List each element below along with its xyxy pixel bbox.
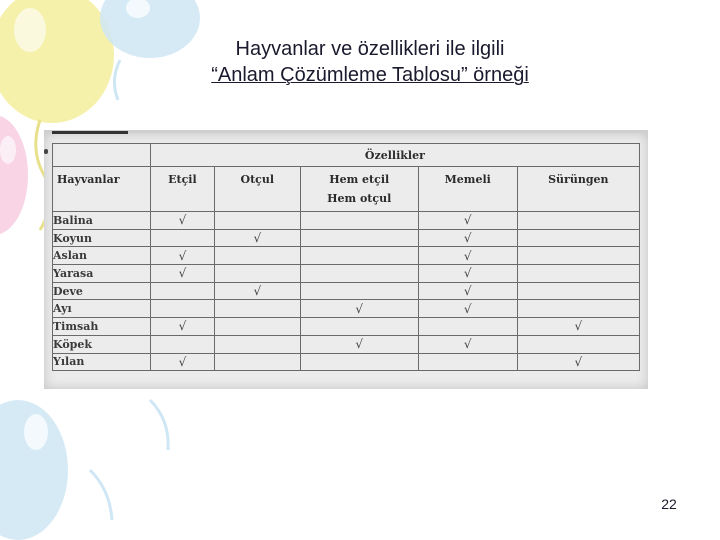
check-cell: √ <box>150 265 214 283</box>
check-cell <box>517 335 639 353</box>
animal-name: Aslan <box>53 247 151 265</box>
check-cell: √ <box>300 300 418 318</box>
check-cell: √ <box>418 247 517 265</box>
table-column-header-row <box>53 167 640 212</box>
check-cell: √ <box>150 247 214 265</box>
animal-name: Yılan <box>53 353 151 371</box>
column-header-otcul: Otçul <box>215 167 301 212</box>
check-cell <box>215 300 301 318</box>
check-cell: √ <box>215 282 301 300</box>
check-cell <box>517 212 639 230</box>
table-row <box>53 282 640 300</box>
title-line-1: Hayvanlar ve özellikleri ile ilgili <box>235 38 505 60</box>
animal-name: Koyun <box>53 229 151 247</box>
check-cell <box>517 282 639 300</box>
pink-balloon-icon <box>0 115 28 235</box>
check-cell: √ <box>418 335 517 353</box>
check-cell: √ <box>150 318 214 336</box>
check-cell: √ <box>418 282 517 300</box>
check-cell: √ <box>418 265 517 283</box>
check-cell <box>300 282 418 300</box>
column-header-surungen: Sürüngen <box>517 167 639 212</box>
column-header-animals: Hayvanlar <box>53 167 151 212</box>
table-corner-cell <box>53 144 151 167</box>
table-row <box>53 247 640 265</box>
table-row <box>53 212 640 230</box>
check-cell <box>418 318 517 336</box>
animal-name: Deve <box>53 282 151 300</box>
column-header-hem <box>300 167 418 212</box>
check-cell: √ <box>215 229 301 247</box>
scanned-table-image <box>44 130 648 389</box>
check-cell <box>418 353 517 371</box>
features-header: Özellikler <box>150 144 639 167</box>
check-cell: √ <box>418 300 517 318</box>
check-cell <box>215 247 301 265</box>
title-line-2: “Anlam Çözümleme Tablosu” örneği <box>211 64 529 86</box>
table-row <box>53 318 640 336</box>
check-cell <box>300 212 418 230</box>
check-cell: √ <box>300 335 418 353</box>
table-row <box>53 229 640 247</box>
check-cell <box>517 300 639 318</box>
check-cell <box>517 229 639 247</box>
check-cell <box>300 247 418 265</box>
blue-balloon-bottom-icon <box>0 400 168 540</box>
column-header-hem-line2: Hem otçul <box>327 192 392 205</box>
check-cell <box>150 300 214 318</box>
check-cell: √ <box>150 353 214 371</box>
check-cell <box>150 282 214 300</box>
check-cell <box>300 353 418 371</box>
check-cell <box>215 212 301 230</box>
table-row <box>53 300 640 318</box>
check-cell <box>300 265 418 283</box>
column-header-hem-line1: Hem etçil <box>329 173 390 186</box>
animal-name: Köpek <box>53 335 151 353</box>
column-header-etcil: Etçil <box>150 167 214 212</box>
table-row <box>53 353 640 371</box>
check-cell <box>150 229 214 247</box>
check-cell <box>215 335 301 353</box>
check-cell <box>517 247 639 265</box>
table-row <box>53 265 640 283</box>
check-cell: √ <box>418 212 517 230</box>
scan-artifact-dot <box>44 149 48 154</box>
table-group-header-row <box>53 144 640 167</box>
check-cell <box>215 318 301 336</box>
check-cell: √ <box>517 318 639 336</box>
scan-artifact <box>52 131 128 134</box>
column-header-memeli: Memeli <box>418 167 517 212</box>
semantic-analysis-table <box>52 143 640 371</box>
page-number: 22 <box>661 496 677 512</box>
check-cell <box>215 353 301 371</box>
check-cell: √ <box>418 229 517 247</box>
animal-name: Ayı <box>53 300 151 318</box>
check-cell: √ <box>150 212 214 230</box>
check-cell: √ <box>517 353 639 371</box>
check-cell <box>215 265 301 283</box>
table-row <box>53 335 640 353</box>
check-cell <box>300 318 418 336</box>
animal-name: Balina <box>53 212 151 230</box>
check-cell <box>517 265 639 283</box>
animal-name: Timsah <box>53 318 151 336</box>
check-cell <box>150 335 214 353</box>
animal-name: Yarasa <box>53 265 151 283</box>
check-cell <box>300 229 418 247</box>
slide-title <box>0 36 720 88</box>
